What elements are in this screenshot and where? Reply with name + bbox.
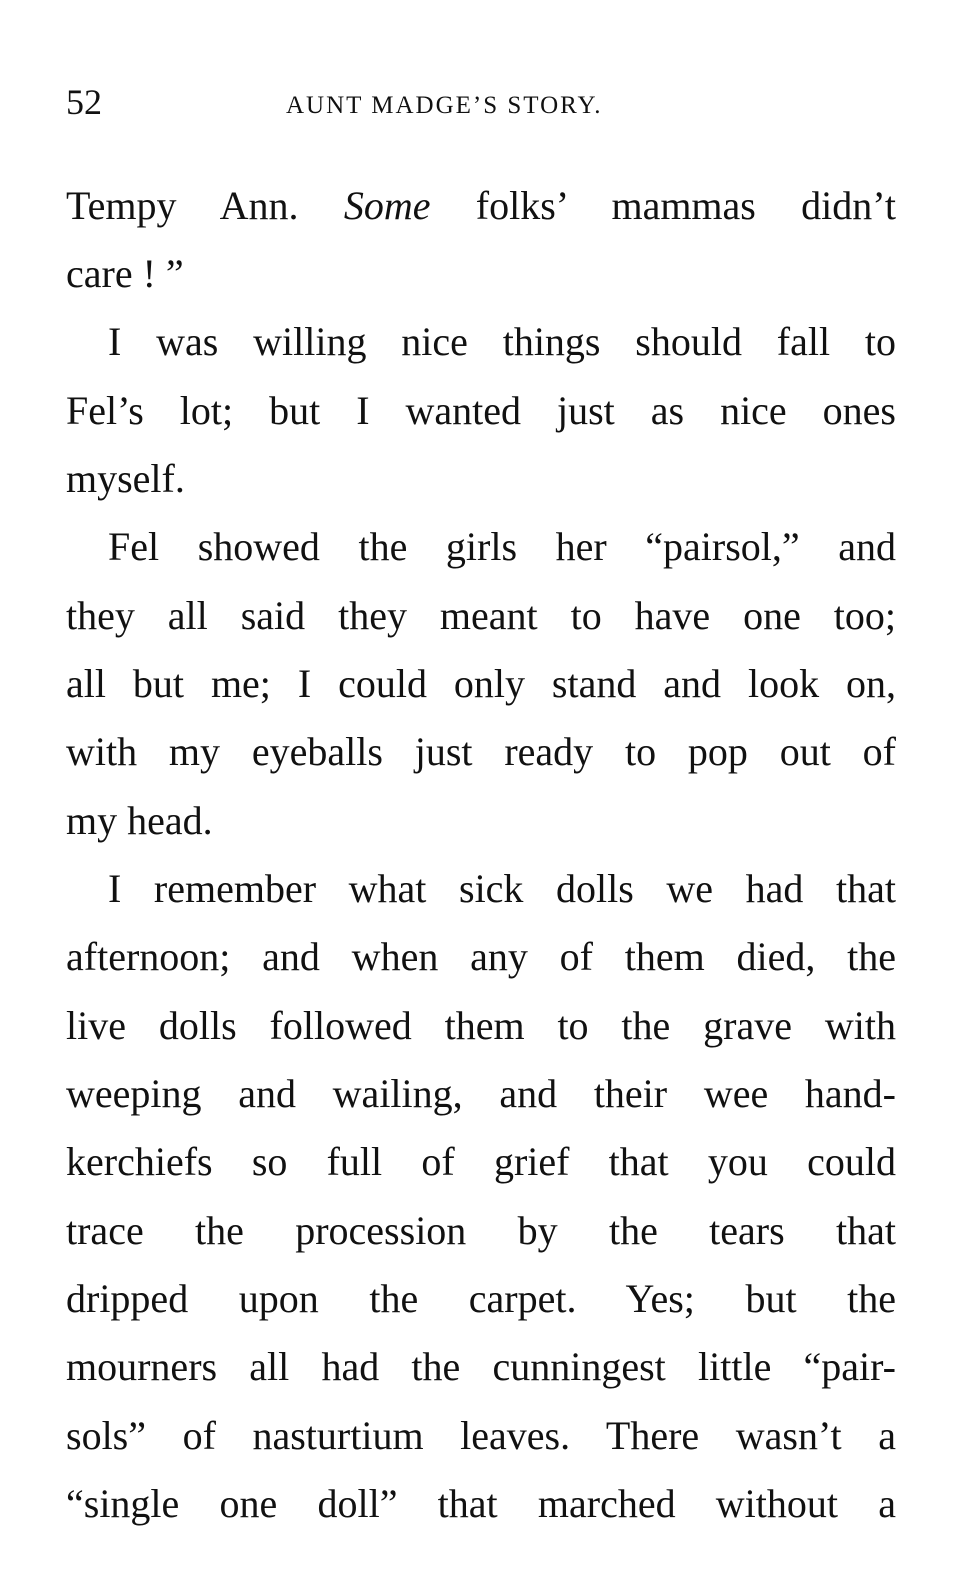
text-line: I was willing nice things should fall to <box>108 319 896 364</box>
text-line: kerchiefs so full of grief that you could <box>66 1139 896 1184</box>
text-line: my head. <box>66 798 213 843</box>
text-line: all but me; I could only stand and look on, <box>66 661 896 706</box>
page-header <box>66 80 896 124</box>
text-line: with my eyeballs just ready to pop out of <box>66 729 896 774</box>
text-line: mourners all had the cunningest little “pair- <box>66 1344 896 1389</box>
text-line: weeping and wailing, and their wee hand- <box>66 1071 896 1116</box>
text-line: they all said they meant to have one too; <box>66 593 896 638</box>
text-line: Tempy Ann. Some folks’ mammas didn’t <box>66 183 897 228</box>
text-line: dripped upon the carpet. Yes; but the <box>66 1276 896 1321</box>
text-line: myself. <box>66 456 185 501</box>
text-line: trace the procession by the tears that <box>66 1208 896 1253</box>
text-line: Fel showed the girls her “pairsol,” and <box>108 524 896 569</box>
running-head: AUNT MADGE’S STORY. <box>286 92 603 119</box>
text-line: afternoon; and when any of them died, the <box>66 934 896 979</box>
text-line: sols” of nasturtium leaves. There wasn’t a <box>66 1413 896 1458</box>
page-number: 52 <box>66 82 102 122</box>
text-line: care ! ” <box>66 251 184 296</box>
text-line: Fel’s lot; but I wanted just as nice ones <box>66 388 896 433</box>
text-line: I remember what sick dolls we had that <box>108 866 896 911</box>
text-line: live dolls followed them to the grave with <box>66 1003 896 1048</box>
text-line: “single one doll” that marched without a <box>66 1481 896 1526</box>
